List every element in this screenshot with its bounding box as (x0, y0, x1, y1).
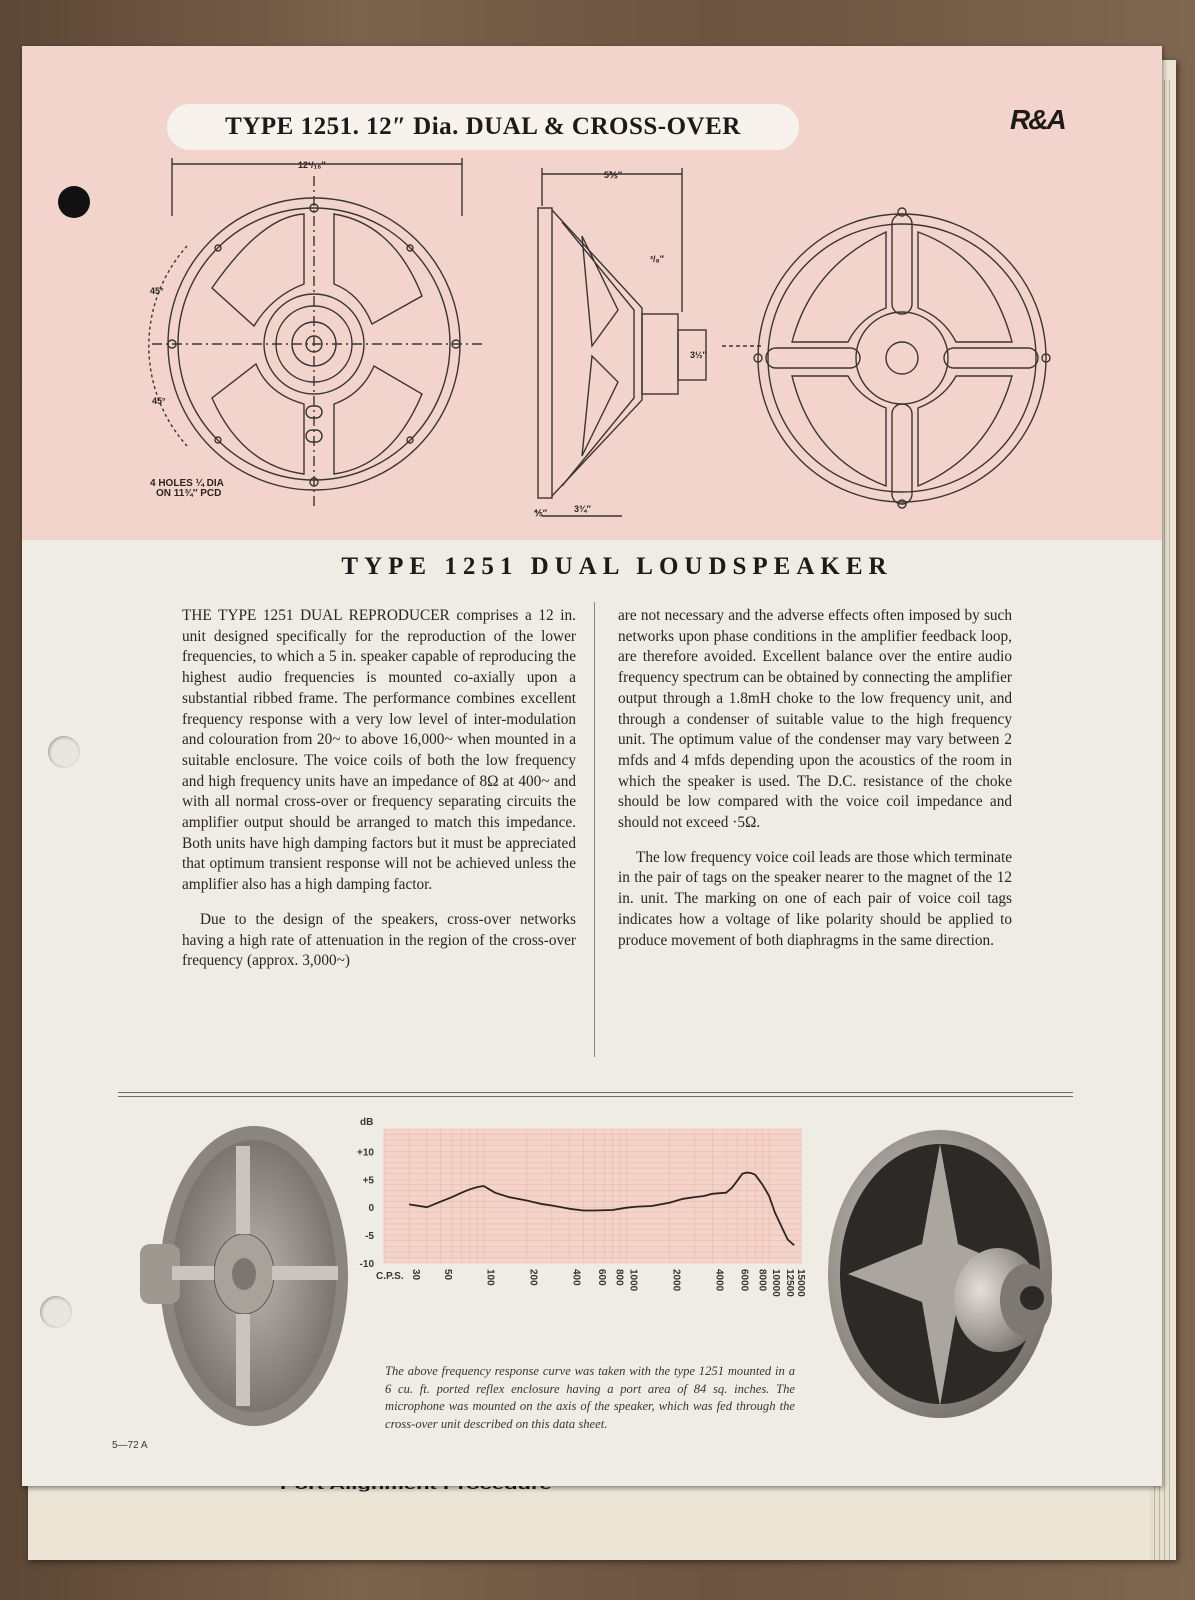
chart-x-tick-label: 8000 (756, 1269, 768, 1292)
chart-x-tick-label: 6000 (738, 1269, 750, 1292)
chart-caption: The above frequency response curve was taken with the type 1251 mounted in a 6 cu. ft. ported reflex enclosure having a port area of 84 sq. inches. The microphone was mounted on the axis of the speaker, which was fed through the cross-over unit described on this data sheet. (385, 1364, 795, 1431)
paragraph: Due to the design of the speakers, cross-over networks having a high rate of attenuation in the region of the cross-over frequency (approx. 3,000~) (182, 910, 576, 970)
data-sheet (22, 46, 1162, 1486)
chart-x-tick-label: 100 (484, 1269, 496, 1286)
angle-top: 45° (150, 286, 164, 296)
chart-x-tick-label: 1000 (627, 1269, 639, 1292)
dimension-small: ³/₈″ (650, 254, 665, 264)
chart-x-tick-label: 15000 (795, 1269, 807, 1297)
paragraph: are not necessary and the adverse effects often imposed by such networks upon phase conditions in the amplifier feedback loop, are therefore avoided. Excellent balance over the entire audio frequency spectrum can be obtained by connecting the amplifier output through a 1.8mH choke to the low frequency unit, and through a condenser of suitable value to the high frequency unit. The optimum value of the condenser may vary between 2 mfds and 4 mfds depending upon the acoustics of the room in which the speaker is used. The D.C. resistance of the choke should be low compared with the voice coil impedance and should not exceed ·5Ω. (618, 607, 1012, 832)
chart-y-tick-label: +10 (357, 1147, 374, 1159)
paragraph: The low frequency voice coil leads are those which terminate in the pair of tags on the speaker nearer to the magnet of the 12 in. unit. The marking on one of each pair of voice coil tags indicates how a voltage of like polarity should be applied to produce movement of both diaphragms in the same direction. (618, 848, 1012, 949)
chart-x-tick-label: 30 (410, 1269, 422, 1281)
chart-x-tick-label: 400 (570, 1269, 582, 1286)
chart-x-tick-label: 800 (613, 1269, 625, 1286)
chart-y-tick-label: 0 (368, 1203, 374, 1215)
chart-y-tick-label: -10 (359, 1259, 374, 1270)
chart-x-axis-label: C.P.S. (376, 1271, 404, 1282)
chart-x-tick-label: 12500 (783, 1269, 795, 1297)
section-heading: TYPE 1251 DUAL LOUDSPEAKER (341, 553, 893, 580)
holes-note-line1: 4 HOLES ¼ DIA (150, 478, 224, 489)
chart-y-axis-label: dB (360, 1117, 374, 1128)
sheet-title-text: TYPE 1251. 12″ Dia. DUAL & CROSS-OVER (225, 113, 741, 140)
dimension-depth: 5⅗″ (604, 170, 623, 180)
chart-y-tick-label: -5 (365, 1231, 374, 1243)
sheet-code: 5—72 A (112, 1440, 148, 1451)
dimension-lip: ⅘″ (534, 508, 548, 518)
dimension-base: 3¾″ (574, 504, 591, 514)
chart-x-tick-label: 200 (527, 1269, 539, 1286)
angle-bottom: 45° (152, 396, 166, 406)
chart-y-tick-label: +5 (362, 1175, 374, 1187)
chart-x-tick-label: 2000 (670, 1269, 682, 1292)
dimension-magnet: 3½″ (690, 350, 707, 360)
holes-note-line2: ON 11¾″ PCD (156, 488, 222, 499)
chart-x-tick-label: 600 (595, 1269, 607, 1286)
paragraph: THE TYPE 1251 DUAL REPRODUCER comprises a 12 in. unit designed specifically for the reproduction of the lower frequencies, to which a 5 in. speaker capable of reproducing the highest audio frequencies is mounted co-axially upon a substantial ribbed frame. The performance combines excellent frequency response with a very low level of inter-modulation and colouration from 20~ to above 16,000~ when mounted in a suitable enclosure. The voice coils of both the low frequency and high frequency units have an impedance of 8Ω at 400~ and with all normal cross-over or frequency separating circuits the amplifier output should be arranged to match this impedance. Both units have high damping factors but it must be appreciated that optimum transient response will not be achieved unless the amplifier also has a high damping factor. (182, 607, 576, 894)
speaker-front-photo (822, 1124, 1072, 1424)
chart-x-tick-label: 10000 (770, 1269, 782, 1297)
chart-x-tick-label: 4000 (713, 1269, 725, 1292)
dimension-diameter: 12¹/₁₆″ (298, 160, 326, 170)
chart-x-tick-label: 50 (441, 1269, 453, 1281)
brand-logo: R&A (1010, 104, 1065, 135)
